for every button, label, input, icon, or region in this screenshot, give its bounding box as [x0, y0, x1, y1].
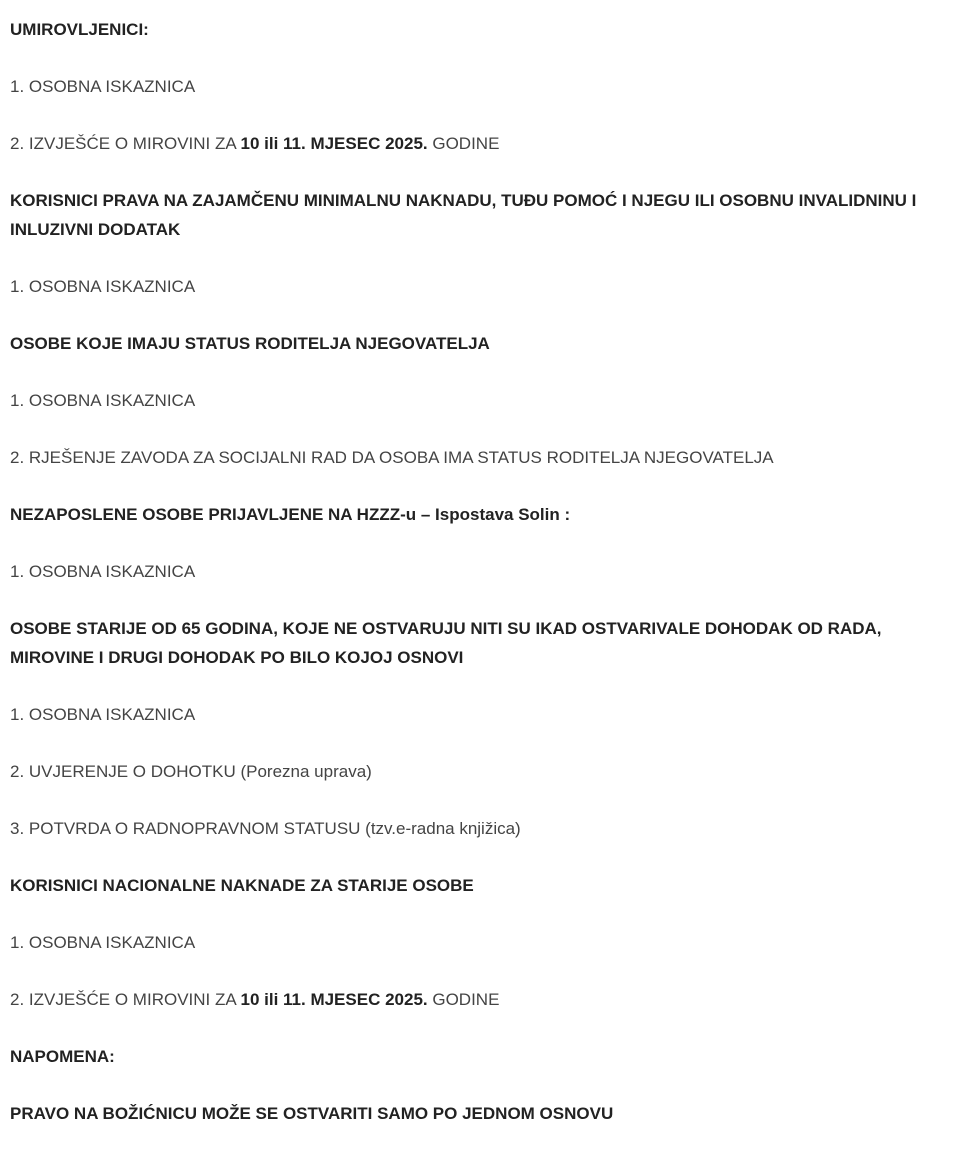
list-item: 3. POTVRDA O RADNOPRAVNOM STATUSU (tzv.e-radna knjižica): [10, 819, 521, 838]
section-heading-starije65: OSOBE STARIJE OD 65 GODINA, KOJE NE OSTVARUJU NITI SU IKAD OSTVARIVALE DOHODAK OD RADA, MIROVINE I DRUGI DOHODAK PO BILO KOJOJ OSNOVI: [10, 619, 882, 667]
item-text: GODINE: [427, 990, 500, 1009]
list-item: [10, 129, 954, 158]
item-text: 2. IZVJEŠĆE O MIROVINI ZA: [10, 134, 241, 153]
item-text: GODINE: [427, 134, 500, 153]
section-heading-nezaposlene: NEZAPOSLENE OSOBE PRIJAVLJENE NA HZZZ-u – Ispostava Solin :: [10, 505, 571, 524]
item-emphasis: 10 ili 11. MJESEC 2025.: [240, 990, 428, 1009]
section-heading-napomena: NAPOMENA:: [10, 1047, 115, 1066]
list-item: 2. RJEŠENJE ZAVODA ZA SOCIJALNI RAD DA OSOBA IMA STATUS RODITELJA NJEGOVATELJA: [10, 448, 774, 467]
list-item: 1. OSOBNA ISKAZNICA: [10, 705, 196, 724]
note-text: PRAVO NA BOŽIĆNICU MOŽE SE OSTVARITI SAMO PO JEDNOM OSNOVU: [10, 1104, 614, 1123]
list-item: 1. OSOBNA ISKAZNICA: [10, 77, 196, 96]
section-heading-nacionalna: KORISNICI NACIONALNE NAKNADE ZA STARIJE OSOBE: [10, 876, 474, 895]
item-emphasis: 10 ili 11. MJESEC 2025.: [240, 134, 428, 153]
section-heading-roditelj: OSOBE KOJE IMAJU STATUS RODITELJA NJEGOVATELJA: [10, 334, 490, 353]
list-item: 1. OSOBNA ISKAZNICA: [10, 933, 196, 952]
list-item: 1. OSOBNA ISKAZNICA: [10, 562, 196, 581]
list-item: 1. OSOBNA ISKAZNICA: [10, 277, 196, 296]
list-item: [10, 985, 954, 1014]
list-item: 1. OSOBNA ISKAZNICA: [10, 391, 196, 410]
list-item: 2. UVJERENJE O DOHOTKU (Porezna uprava): [10, 762, 372, 781]
item-text: 2. IZVJEŠĆE O MIROVINI ZA: [10, 990, 241, 1009]
section-heading-zajamcena: KORISNICI PRAVA NA ZAJAMČENU MINIMALNU NAKNADU, TUĐU POMOĆ I NJEGU ILI OSOBNU INVALIDNINU I INLUZIVNI DODATAK: [10, 191, 917, 239]
section-heading-umirovljenici: UMIROVLJENICI:: [10, 20, 149, 39]
